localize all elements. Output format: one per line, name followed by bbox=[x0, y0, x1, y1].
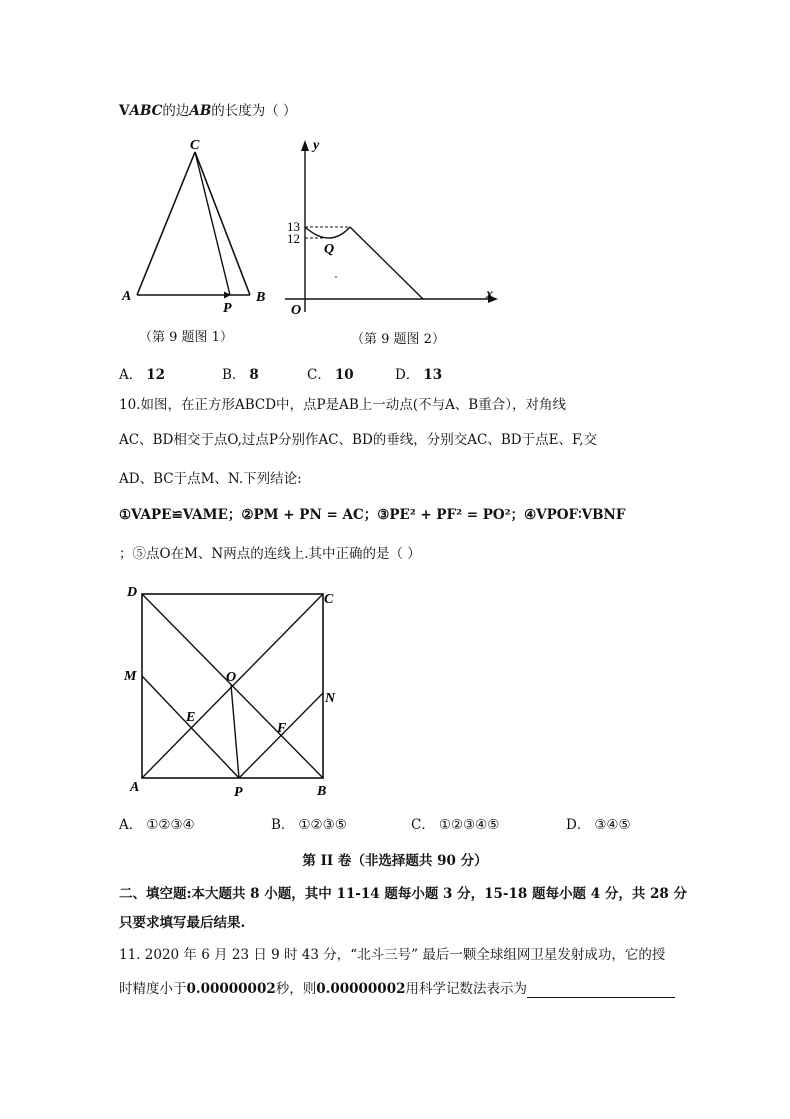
q10-line5: ；⑤点O在M、N两点的连线上.其中正确的是（ ） bbox=[119, 546, 421, 562]
q9-option-d[interactable]: D． 13 bbox=[395, 367, 443, 383]
fig2-label-13: 13 bbox=[287, 219, 300, 234]
fig1-label-a: A bbox=[122, 289, 132, 304]
fig10-label-d: D bbox=[127, 585, 138, 600]
fig1-side-ca bbox=[137, 152, 195, 295]
q9-option-a[interactable]: A． 12 bbox=[119, 367, 166, 383]
fig2-label-x: x bbox=[486, 287, 493, 302]
fig2-descending-line bbox=[350, 227, 423, 299]
q9-figure1-caption: （第 9 题图 1） bbox=[139, 330, 233, 345]
fig10-label-a: A bbox=[130, 780, 140, 795]
q10-figure bbox=[118, 583, 348, 805]
fig1-label-p: P bbox=[223, 301, 232, 315]
fig1-side-cb bbox=[195, 152, 250, 295]
q11-answer-blank[interactable] bbox=[527, 983, 675, 998]
fig10-label-n: N bbox=[325, 691, 336, 706]
q10-line2: AC、BD相交于点O,过点P分别作AC、BD的垂线，分别交AC、BD于点E、F,交 bbox=[119, 432, 598, 448]
fig2-y-arrow-icon bbox=[301, 140, 309, 151]
section-title: 第 II 卷（非选择题共 90 分） bbox=[302, 853, 488, 869]
q9-stem-abc: ABC bbox=[129, 103, 163, 119]
fig10-label-o: O bbox=[226, 670, 237, 685]
q10-conclusions: ①VAPE≌VAME；②PM + PN = AC；③PE² + PF² = PO²；④VPOF∶VBNF bbox=[119, 507, 626, 523]
fig2-dot bbox=[335, 276, 337, 278]
fig1-segment-cp bbox=[195, 152, 230, 295]
fig10-label-c: C bbox=[324, 592, 334, 607]
q10-line1: 10.如图，在正方形ABCD中，点P是AB上一动点(不与A、B重合），对角线 bbox=[119, 397, 566, 413]
fig10-label-b: B bbox=[317, 784, 327, 799]
q10-option-d[interactable]: D． ③④⑤ bbox=[566, 817, 631, 833]
section-heading-line2: 只要求填写最后结果. bbox=[119, 915, 246, 931]
q10-option-b[interactable]: B． ①②③⑤ bbox=[271, 817, 347, 833]
fig2-label-y: y bbox=[313, 138, 320, 153]
fig2-label-o: O bbox=[291, 303, 302, 317]
section-heading-line1: 二、填空题:本大题共 8 小题，其中 11-14 题每小题 3 分，15-18 题每小题 4 分，共 28 分 bbox=[119, 886, 688, 902]
q9-option-c[interactable]: C． 10 bbox=[307, 367, 354, 383]
fig10-label-e: E bbox=[186, 710, 196, 725]
fig2-curve bbox=[305, 227, 350, 238]
fig1-label-c: C bbox=[190, 138, 200, 153]
fig10-label-f: F bbox=[277, 721, 287, 736]
fig10-segment-op bbox=[231, 685, 239, 778]
q9-figure1 bbox=[110, 135, 280, 315]
q10-option-a[interactable]: A． ①②③④ bbox=[119, 817, 195, 833]
fig2-label-12: 12 bbox=[287, 231, 300, 246]
q9-stem-v: V bbox=[119, 103, 130, 119]
fig1-label-b: B bbox=[256, 290, 266, 305]
fig10-label-p: P bbox=[234, 785, 243, 800]
q11-line2: 时精度小于0.00000002秒，则0.00000002用科学记数法表示为 bbox=[119, 980, 675, 998]
q10-option-c[interactable]: C． ①②③④⑤ bbox=[411, 817, 500, 833]
q9-stem-ab: AB bbox=[189, 103, 212, 119]
fig10-label-m: M bbox=[124, 669, 137, 684]
q9-option-b[interactable]: B． 8 bbox=[222, 367, 259, 383]
q11-line1: 11. 2020 年 6 月 23 日 9 时 43 分，“北斗三号” 最后一颗全球组网卫星发射成功，它的授 bbox=[119, 947, 666, 963]
q9-stem bbox=[119, 102, 297, 120]
q10-line3: AD、BC于点M、N.下列结论: bbox=[119, 471, 302, 487]
q9-stem-suffix: 的长度为（ ） bbox=[211, 103, 297, 119]
q9-figure2-caption: （第 9 题图 2） bbox=[351, 332, 445, 347]
q9-figure2 bbox=[280, 137, 500, 317]
fig2-label-q: Q bbox=[324, 242, 335, 257]
q9-stem-mid: 的边 bbox=[162, 103, 190, 119]
